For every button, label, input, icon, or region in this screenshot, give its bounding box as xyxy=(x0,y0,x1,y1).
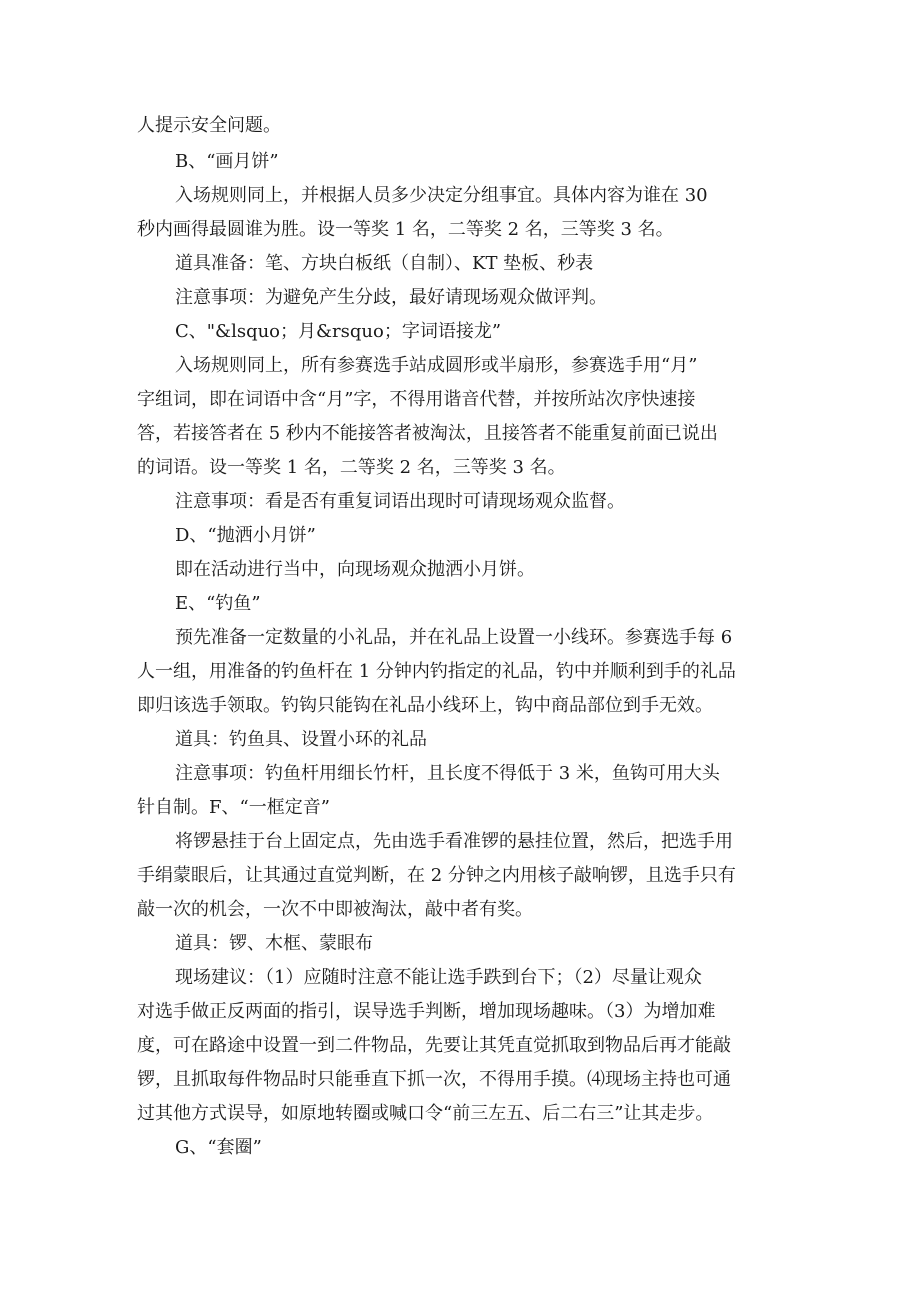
section-heading-g: G、“套圈” xyxy=(175,1137,262,1158)
text-line: 道具：锣、木框、蒙眼布 xyxy=(175,933,373,954)
text-line: 即归该选手领取。钓钩只能钩在礼品小线环上，钩中商品部位到手无效。 xyxy=(137,695,713,716)
text-line: 敲一次的机会，一次不中即被淘汰，敲中者有奖。 xyxy=(137,899,533,920)
text-line: 即在活动进行当中，向现场观众抛洒小月饼。 xyxy=(175,559,535,580)
text-line: 注意事项：为避免产生分歧，最好请现场观众做评判。 xyxy=(175,287,607,308)
text-line: 对选手做正反两面的指引，误导选手判断，增加现场趣味。（3）为增加难 xyxy=(137,1001,716,1022)
text-line: 答，若接答者在 5 秒内不能接答者被淘汰，且接答者不能重复前面已说出 xyxy=(137,423,718,444)
text-line: 人一组，用准备的钓鱼杆在 1 分钟内钓指定的礼品，钓中并顺利到手的礼品 xyxy=(137,661,736,682)
text-line: 入场规则同上，所有参赛选手站成圆形或半扇形，参赛选手用“月” xyxy=(175,355,698,376)
text-line: 的词语。设一等奖 1 名，二等奖 2 名，三等奖 3 名。 xyxy=(137,457,566,478)
text-line: 秒内画得最圆谁为胜。设一等奖 1 名，二等奖 2 名，三等奖 3 名。 xyxy=(137,219,674,240)
text-line: 针自制。F、“一框定音” xyxy=(137,797,330,818)
text-line: 预先准备一定数量的小礼品，并在礼品上设置一小线环。参赛选手每 6 xyxy=(175,627,733,648)
text-line: 将锣悬挂于台上固定点，先由选手看准锣的悬挂位置，然后，把选手用 xyxy=(175,831,733,852)
text-line: 手绢蒙眼后，让其通过直觉判断，在 2 分钟之内用核子敲响锣，且选手只有 xyxy=(137,865,736,886)
section-heading-b: B、“画月饼” xyxy=(175,151,279,172)
text-line: 道具准备：笔、方块白板纸（自制）、KT 垫板、秒表 xyxy=(175,253,594,274)
section-heading-c: C、"&lsquo；月&rsquo；字词语接龙” xyxy=(175,321,502,342)
text-line: 字组词，即在词语中含“月”字，不得用谐音代替，并按所站次序快速接 xyxy=(137,389,696,410)
text-line: 现场建议：（1）应随时注意不能让选手跌到台下；（2）尽量让观众 xyxy=(175,967,702,988)
text-line: 过其他方式误导，如原地转圈或喊口令“前三左五、后二右三”让其走步。 xyxy=(137,1103,714,1124)
section-heading-e: E、“钓鱼” xyxy=(175,593,261,614)
text-line: 入场规则同上，并根据人员多少决定分组事宜。具体内容为谁在 30 xyxy=(175,185,708,206)
text-line: 度，可在路途中设置一到二件物品，先要让其凭直觉抓取到物品后再才能敲 xyxy=(137,1035,731,1056)
text-line: 道具：钓鱼具、设置小环的礼品 xyxy=(175,729,427,750)
text-line: 锣，且抓取每件物品时只能垂直下抓一次，不得用手摸。⑷现场主持也可通 xyxy=(137,1069,731,1090)
text-line: 人提示安全问题。 xyxy=(137,115,281,136)
text-line: 注意事项：钓鱼杆用细长竹杆，且长度不得低于 3 米，鱼钩可用大头 xyxy=(175,763,720,784)
section-heading-d: D、“抛洒小月饼” xyxy=(175,525,316,546)
text-line: 注意事项：看是否有重复词语出现时可请现场观众监督。 xyxy=(175,491,625,512)
